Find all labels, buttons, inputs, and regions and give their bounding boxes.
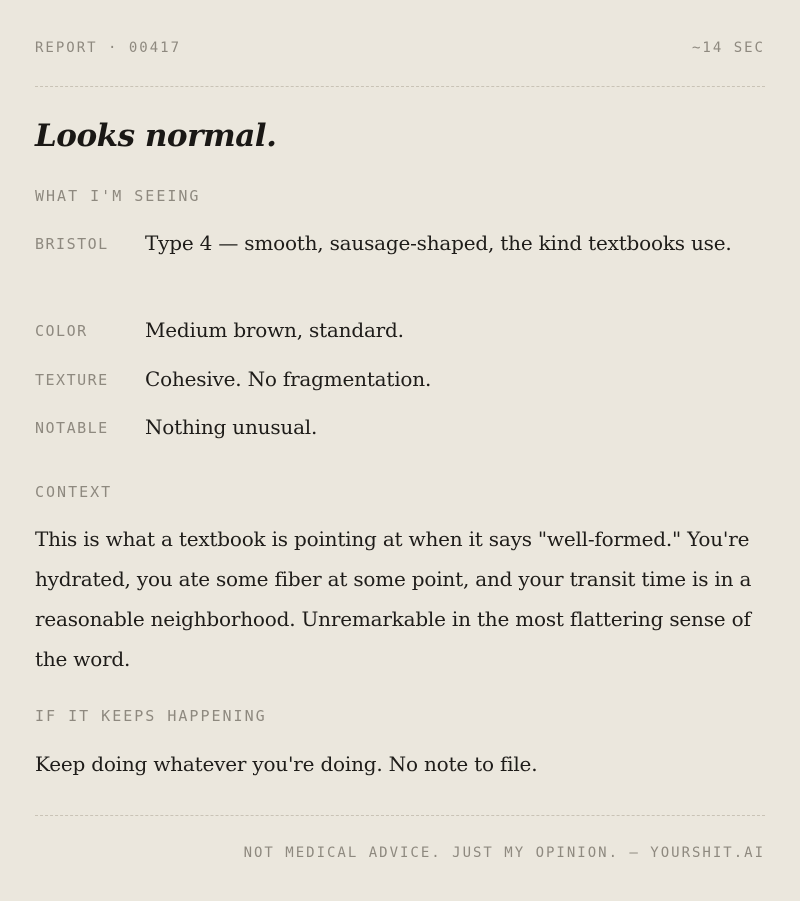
observation-row-color bbox=[35, 315, 765, 350]
observation-value: Cohesive. No fragmentation. bbox=[145, 367, 432, 391]
context-text: This is what a textbook is pointing at when it says "well-formed." You're hydrated, you ate some fiber at some point, and your transit time is in a reasonable neighborhood. Unremarkable in the most flattering sense of the word. bbox=[35, 527, 752, 671]
footer-disclaimer: NOT MEDICAL ADVICE. JUST MY OPINION. — YOURSHIT.AI bbox=[243, 845, 765, 861]
section-label-seeing: WHAT I'M SEEING bbox=[35, 187, 201, 205]
report-card bbox=[35, 0, 765, 901]
analysis-duration: ~14 SEC bbox=[691, 40, 765, 56]
observation-key: NOTABLE bbox=[35, 419, 109, 437]
footer-divider bbox=[35, 815, 765, 816]
observation-value: Nothing unusual. bbox=[145, 415, 318, 439]
observation-row-notable bbox=[35, 412, 765, 447]
report-id: REPORT · 00417 bbox=[35, 40, 182, 56]
section-label-keeps-happening: IF IT KEEPS HAPPENING bbox=[35, 707, 267, 725]
observation-key: TEXTURE bbox=[35, 371, 109, 389]
observation-key: COLOR bbox=[35, 322, 88, 340]
observation-key: BRISTOL bbox=[35, 235, 109, 253]
header-divider bbox=[35, 86, 765, 87]
keeps-happening-text: Keep doing whatever you're doing. No note to file. bbox=[35, 752, 538, 776]
observation-value: Type 4 — smooth, sausage-shaped, the kind textbooks use. bbox=[145, 231, 732, 255]
verdict-title: Looks normal. bbox=[35, 118, 277, 154]
observation-value: Medium brown, standard. bbox=[145, 318, 404, 342]
observation-row-texture bbox=[35, 364, 765, 399]
report-header bbox=[35, 38, 765, 58]
section-label-context: CONTEXT bbox=[35, 483, 113, 501]
observation-row-bristol bbox=[35, 228, 765, 263]
